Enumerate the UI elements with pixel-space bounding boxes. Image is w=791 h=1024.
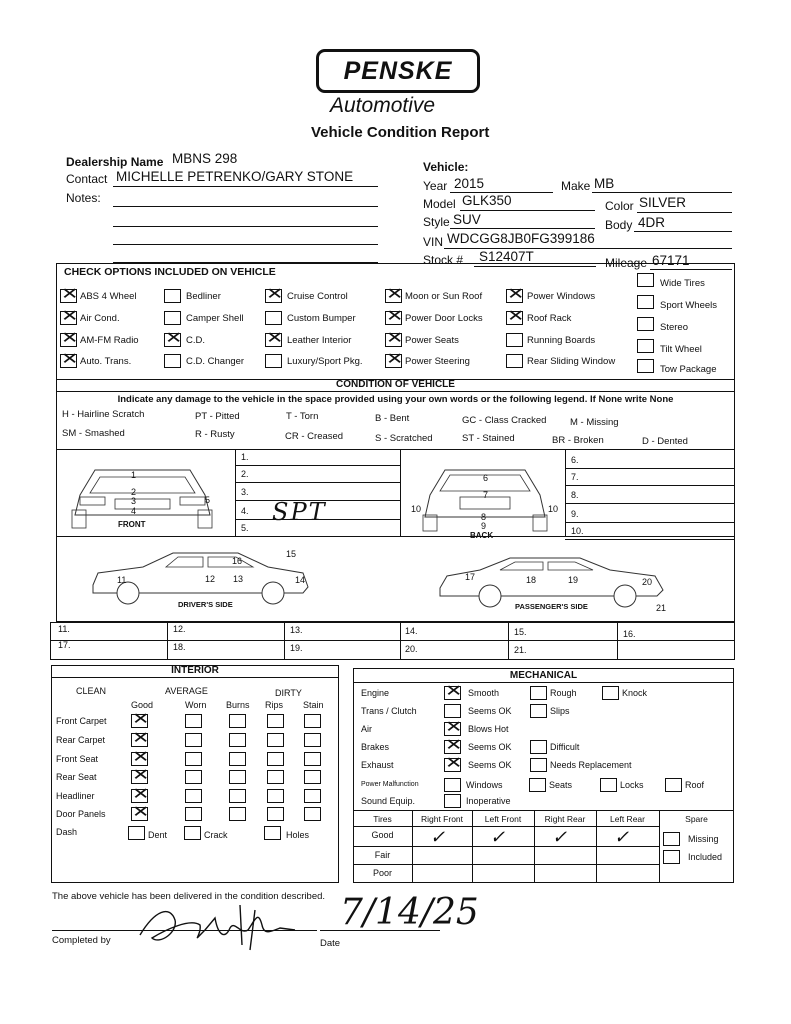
option-checkbox[interactable]: [637, 273, 654, 287]
interior-checkbox[interactable]: [229, 733, 246, 747]
front-num-1: 1: [131, 470, 137, 480]
vin-value[interactable]: WDCGG8JB0FG399186: [447, 231, 595, 246]
option-checkbox[interactable]: [265, 330, 284, 347]
option-label: Sport Wheels: [660, 300, 718, 311]
mechanical-checkbox[interactable]: [444, 778, 461, 792]
option-label: Wide Tires: [660, 278, 705, 289]
interior-checkbox[interactable]: [185, 807, 202, 821]
interior-checkbox[interactable]: [131, 804, 150, 821]
check-mark-icon: ✕: [131, 749, 150, 766]
option-checkbox[interactable]: [265, 311, 282, 325]
check-mark-icon: ✕: [131, 711, 150, 728]
body-value[interactable]: 4DR: [638, 215, 666, 230]
date-value[interactable]: 7/14/25: [340, 892, 479, 933]
interior-col-header: Worn: [185, 700, 207, 710]
back-num-6: 6: [483, 473, 489, 483]
front-num-2: 2: [131, 487, 137, 497]
option-checkbox[interactable]: [506, 354, 523, 368]
driver-num-15: 15: [286, 549, 297, 559]
grid-num: 11.: [58, 624, 70, 634]
check-mark-icon: ✕: [131, 786, 150, 803]
interior-checkbox[interactable]: [304, 714, 321, 728]
damage-line-num: 9.: [571, 509, 579, 519]
option-label: Custom Bumper: [287, 313, 356, 324]
option-label: Roof Rack: [527, 313, 572, 324]
check-mark-icon: ✕: [385, 351, 404, 368]
mechanical-option-label: Seems OK: [468, 742, 512, 752]
option-label: Power Seats: [405, 335, 459, 346]
mechanical-option-label: Difficult: [550, 742, 580, 752]
tire-good-mark[interactable]: ✓: [552, 827, 568, 848]
interior-checkbox[interactable]: [304, 733, 321, 747]
legend-item: T - Torn: [286, 411, 319, 422]
signature[interactable]: [130, 890, 330, 960]
interior-checkbox[interactable]: [185, 752, 202, 766]
check-mark-icon: ✕: [164, 330, 183, 347]
interior-row-label: Rear Carpet: [56, 735, 106, 745]
damage-line-num: 5.: [241, 523, 249, 533]
interior-checkbox[interactable]: [267, 714, 284, 728]
interior-group-dirty: DIRTY: [275, 688, 302, 698]
mechanical-checkbox[interactable]: [444, 794, 461, 808]
mechanical-checkbox[interactable]: [444, 755, 463, 772]
color-value[interactable]: SILVER: [639, 195, 687, 210]
option-label: Auto. Trans.: [80, 356, 132, 367]
check-mark-icon: ✕: [265, 330, 284, 347]
grid-num: 17.: [58, 640, 71, 650]
check-mark-icon: ✕: [60, 330, 79, 347]
option-label: Power Windows: [527, 291, 596, 302]
dash-option-label: Dent: [148, 830, 168, 840]
interior-row-label: Door Panels: [56, 809, 106, 819]
mechanical-checkbox[interactable]: [600, 778, 617, 792]
completed-by-label: Completed by: [52, 935, 111, 946]
driver-num-16: 16: [232, 556, 243, 566]
interior-checkbox[interactable]: [229, 789, 246, 803]
option-checkbox[interactable]: [164, 289, 181, 303]
spare-checkbox[interactable]: [663, 850, 680, 864]
interior-checkbox[interactable]: [267, 789, 284, 803]
brand-sub: Automotive: [330, 94, 436, 117]
grid-num: 12.: [173, 624, 186, 634]
option-label: Air Cond.: [80, 313, 120, 324]
grid-num: 19.: [290, 643, 303, 653]
spare-option-label: Included: [688, 852, 723, 862]
option-label: Leather Interior: [287, 335, 352, 346]
brand-name: PENSKE: [343, 56, 453, 85]
check-mark-icon: ✕: [444, 719, 463, 736]
option-checkbox[interactable]: [385, 286, 404, 303]
stock-value[interactable]: S12407T: [479, 249, 534, 264]
spare-checkbox[interactable]: [663, 832, 680, 846]
interior-col-header: Rips: [265, 700, 284, 710]
mechanical-checkbox[interactable]: [665, 778, 682, 792]
option-label: Stereo: [660, 322, 688, 333]
penske-logo: [316, 49, 480, 93]
options-heading: CHECK OPTIONS INCLUDED ON VEHICLE: [64, 266, 276, 278]
pass-num-21: 21: [656, 603, 667, 613]
interior-checkbox[interactable]: [304, 770, 321, 784]
option-label: AM-FM Radio: [80, 335, 139, 346]
condition-instruction: Indicate any damage to the vehicle in the space provided using your own words or the following legend. If None write None: [117, 394, 674, 405]
front-label: FRONT: [118, 520, 146, 529]
option-label: Rear Sliding Window: [527, 356, 616, 367]
style-label: Style: [423, 215, 450, 229]
driver-num-14: 14: [295, 575, 306, 585]
mechanical-option-label: Seems OK: [468, 760, 512, 770]
interior-group-clean: CLEAN: [76, 686, 107, 696]
dealer-name-value[interactable]: MBNS 298: [172, 151, 238, 166]
year-label: Year: [423, 179, 448, 193]
mechanical-row-label: Air: [361, 724, 372, 734]
mechanical-option-label: Smooth: [468, 688, 500, 698]
interior-checkbox[interactable]: [229, 770, 246, 784]
mechanical-option-label: Needs Replacement: [550, 760, 632, 770]
interior-col-header: Stain: [303, 700, 324, 710]
back-label: BACK: [470, 531, 494, 540]
legend-item: PT - Pitted: [195, 411, 240, 422]
legend-item: CR - Creased: [285, 431, 344, 442]
color-label: Color: [605, 199, 634, 213]
damage-line-num: 8.: [571, 490, 579, 500]
check-mark-icon: ✕: [131, 767, 150, 784]
driver-num-12: 12: [205, 574, 216, 584]
interior-checkbox[interactable]: [131, 711, 150, 728]
footer-statement: The above vehicle has been delivered in the condition described.: [52, 891, 326, 902]
check-mark-icon: ✕: [60, 351, 79, 368]
legend-item: D - Dented: [642, 436, 688, 447]
mechanical-checkbox[interactable]: [444, 683, 463, 700]
option-checkbox[interactable]: [637, 295, 654, 309]
interior-row-label: Headliner: [56, 791, 95, 801]
mechanical-option-label: Rough: [550, 688, 577, 698]
legend-item: GC - Class Cracked: [462, 415, 547, 426]
mechanical-checkbox[interactable]: [602, 686, 619, 700]
interior-heading: INTERIOR: [171, 665, 219, 676]
front-num-5: 5: [205, 495, 211, 505]
grid-num: 13.: [290, 625, 303, 635]
option-checkbox[interactable]: [164, 354, 181, 368]
mileage-label: Mileage: [605, 256, 648, 270]
damage-line-num: 2.: [241, 469, 249, 479]
option-checkbox[interactable]: [164, 330, 183, 347]
grid-num: 14.: [405, 626, 418, 636]
driver-num-11: 11: [117, 575, 127, 585]
damage-line-num: 3.: [241, 487, 249, 497]
interior-checkbox[interactable]: [267, 733, 284, 747]
dash-option-label: Holes: [286, 830, 310, 840]
option-label: Moon or Sun Roof: [405, 291, 483, 302]
mechanical-checkbox[interactable]: [530, 686, 547, 700]
option-checkbox[interactable]: [385, 330, 404, 347]
contact-value[interactable]: MICHELLE PETRENKO/GARY STONE: [116, 169, 354, 184]
interior-group-average: AVERAGE: [165, 686, 208, 696]
legend-item: ST - Stained: [462, 433, 515, 444]
report-title: Vehicle Condition Report: [311, 124, 490, 141]
mechanical-option-label: Roof: [685, 780, 705, 790]
option-checkbox[interactable]: [60, 308, 79, 325]
mechanical-row-label: Power Malfunction: [361, 781, 419, 788]
option-checkbox[interactable]: [506, 308, 525, 325]
mechanical-option-label: Locks: [620, 780, 644, 790]
interior-checkbox[interactable]: [229, 714, 246, 728]
interior-checkbox[interactable]: [229, 752, 246, 766]
mechanical-option-label: Slips: [550, 706, 570, 716]
pass-num-17: 17: [465, 572, 476, 582]
legend-item: BR - Broken: [552, 435, 604, 446]
mechanical-row-label: Exhaust: [361, 760, 394, 770]
option-label: Tow Package: [660, 364, 717, 375]
option-label: Tilt Wheel: [660, 344, 702, 355]
legend-item: B - Bent: [375, 413, 410, 424]
pass-num-18: 18: [526, 575, 537, 585]
driver-label: DRIVER'S SIDE: [178, 600, 233, 609]
legend-item: H - Hairline Scratch: [62, 409, 145, 420]
interior-col-header: Burns: [226, 700, 250, 710]
check-mark-icon: ✕: [506, 286, 525, 303]
damage-line-num: 7.: [571, 472, 579, 482]
mechanical-row-label: Brakes: [361, 742, 390, 752]
mechanical-option-label: Blows Hot: [468, 724, 509, 734]
option-label: Power Steering: [405, 356, 470, 367]
back-num-8: 8: [481, 512, 487, 522]
mechanical-row-label: Trans / Clutch: [361, 706, 417, 716]
mechanical-checkbox[interactable]: [529, 778, 546, 792]
pass-num-20: 20: [642, 577, 653, 587]
interior-checkbox[interactable]: [185, 789, 202, 803]
option-label: Running Boards: [527, 335, 596, 346]
option-label: C.D.: [186, 335, 205, 346]
option-checkbox[interactable]: [385, 351, 404, 368]
damage-line-num: 10.: [571, 526, 584, 536]
dash-checkbox[interactable]: [184, 826, 201, 840]
stock-label: Stock #: [423, 253, 464, 267]
tires-col-header: Left Rear: [610, 814, 645, 824]
tire-good-mark[interactable]: ✓: [430, 827, 446, 848]
interior-row-label: Front Seat: [56, 754, 99, 764]
option-checkbox[interactable]: [164, 311, 181, 325]
interior-checkbox[interactable]: [304, 789, 321, 803]
interior-row-label: Rear Seat: [56, 772, 97, 782]
mechanical-heading: MECHANICAL: [509, 670, 578, 681]
check-mark-icon: ✕: [444, 683, 463, 700]
option-label: ABS 4 Wheel: [80, 291, 137, 302]
legend-item: SM - Smashed: [62, 428, 125, 439]
vin-label: VIN: [423, 235, 444, 249]
damage-note-4[interactable]: SPT: [272, 498, 327, 526]
option-label: Luxury/Sport Pkg.: [287, 356, 363, 367]
damage-line-num: 1.: [241, 452, 249, 462]
option-checkbox[interactable]: [265, 286, 284, 303]
tires-col-header: Tires: [373, 814, 392, 824]
option-checkbox[interactable]: [60, 351, 79, 368]
option-checkbox[interactable]: [385, 308, 404, 325]
model-value[interactable]: GLK350: [462, 193, 512, 208]
mechanical-option-label: Windows: [466, 780, 503, 790]
interior-checkbox[interactable]: [229, 807, 246, 821]
mechanical-option-label: Inoperative: [466, 796, 511, 806]
back-num-10b: 10: [548, 504, 559, 514]
tires-col-header: Left Front: [484, 814, 522, 824]
check-mark-icon: ✕: [60, 286, 79, 303]
mechanical-option-label: Seats: [549, 780, 573, 790]
mechanical-row-label: Engine: [361, 688, 390, 698]
check-mark-icon: ✕: [131, 730, 150, 747]
option-label: C.D. Changer: [186, 356, 245, 367]
interior-checkbox[interactable]: [131, 749, 150, 766]
notes-label: Notes:: [66, 191, 101, 205]
mechanical-checkbox[interactable]: [444, 704, 461, 718]
check-mark-icon: ✕: [131, 804, 150, 821]
interior-checkbox[interactable]: [185, 733, 202, 747]
grid-num: 16.: [623, 629, 636, 639]
vehicle-heading: Vehicle:: [423, 160, 469, 174]
check-mark-icon: ✕: [60, 308, 79, 325]
mechanical-checkbox[interactable]: [444, 719, 463, 736]
mechanical-option-label: Knock: [622, 688, 648, 698]
interior-checkbox[interactable]: [131, 767, 150, 784]
option-checkbox[interactable]: [637, 317, 654, 331]
condition-heading: CONDITION OF VEHICLE: [336, 379, 455, 390]
passenger-label: PASSENGER'S SIDE: [515, 602, 588, 611]
check-mark-icon: ✕: [265, 286, 284, 303]
grid-num: 18.: [173, 642, 186, 652]
tires-row-label: Fair: [374, 850, 391, 860]
dealer-name-label: Dealership Name: [66, 155, 164, 169]
option-checkbox[interactable]: [506, 333, 523, 347]
damage-grid: [50, 622, 735, 660]
mechanical-row-label: Sound Equip.: [361, 796, 416, 806]
pass-num-19: 19: [568, 575, 579, 585]
check-mark-icon: ✕: [385, 286, 404, 303]
damage-line-num: 6.: [571, 455, 579, 465]
option-label: Cruise Control: [287, 291, 348, 302]
year-value[interactable]: 2015: [454, 176, 485, 191]
interior-checkbox[interactable]: [131, 786, 150, 803]
dash-option-label: Crack: [204, 830, 228, 840]
tires-col-header: Right Front: [420, 814, 464, 824]
contact-label: Contact: [66, 172, 108, 186]
tire-good-mark[interactable]: ✓: [614, 827, 630, 848]
front-num-4: 4: [131, 506, 137, 516]
interior-checkbox[interactable]: [267, 770, 284, 784]
model-label: Model: [423, 197, 456, 211]
damage-line-num: 4.: [241, 506, 249, 516]
check-mark-icon: ✕: [444, 737, 463, 754]
check-mark-icon: ✕: [385, 308, 404, 325]
mechanical-checkbox[interactable]: [530, 704, 547, 718]
front-num-3: 3: [131, 496, 137, 506]
tires-row-label: Good: [371, 830, 394, 840]
option-label: Power Door Locks: [405, 313, 483, 324]
tires-col-header: Spare: [685, 814, 708, 824]
interior-checkbox[interactable]: [131, 730, 150, 747]
grid-num: 21.: [514, 645, 527, 655]
style-value[interactable]: SUV: [453, 212, 481, 227]
date-label: Date: [320, 938, 341, 949]
tires-row-label: Poor: [372, 868, 392, 878]
back-num-7: 7: [483, 490, 489, 500]
make-label: Make: [561, 179, 591, 193]
legend-item: M - Missing: [570, 417, 619, 428]
interior-checkbox[interactable]: [185, 770, 202, 784]
interior-checkbox[interactable]: [267, 807, 284, 821]
interior-checkbox[interactable]: [304, 807, 321, 821]
mechanical-checkbox[interactable]: [444, 737, 463, 754]
mechanical-option-label: Seems OK: [468, 706, 512, 716]
dash-checkbox[interactable]: [128, 826, 145, 840]
option-label: Camper Shell: [186, 313, 244, 324]
grid-num: 20.: [405, 644, 418, 654]
make-value[interactable]: MB: [594, 176, 615, 191]
legend-item: R - Rusty: [195, 429, 235, 440]
interior-checkbox[interactable]: [185, 714, 202, 728]
grid-num: 15.: [514, 627, 527, 637]
interior-col-header: Good: [131, 700, 154, 710]
back-num-10a: 10: [411, 504, 422, 514]
option-label: Bedliner: [186, 291, 221, 302]
option-checkbox[interactable]: [60, 330, 79, 347]
mileage-value[interactable]: 67171: [652, 253, 690, 268]
tire-good-mark[interactable]: ✓: [490, 827, 506, 848]
mechanical-checkbox[interactable]: [530, 758, 547, 772]
option-checkbox[interactable]: [637, 339, 654, 353]
interior-checkbox[interactable]: [267, 752, 284, 766]
option-checkbox[interactable]: [60, 286, 79, 303]
interior-checkbox[interactable]: [304, 752, 321, 766]
back-num-9: 9: [481, 521, 487, 531]
driver-num-13: 13: [233, 574, 244, 584]
option-checkbox[interactable]: [265, 354, 282, 368]
option-checkbox[interactable]: [506, 286, 525, 303]
interior-row-label: Dash: [56, 827, 78, 837]
tires-col-header: Right Rear: [544, 814, 586, 824]
mechanical-checkbox[interactable]: [530, 740, 547, 754]
dash-checkbox[interactable]: [264, 826, 281, 840]
option-checkbox[interactable]: [637, 359, 654, 373]
interior-row-label: Front Carpet: [56, 716, 107, 726]
check-mark-icon: ✕: [444, 755, 463, 772]
check-mark-icon: ✕: [385, 330, 404, 347]
legend-item: S - Scratched: [375, 433, 433, 444]
spare-option-label: Missing: [688, 834, 719, 844]
body-label: Body: [605, 218, 633, 232]
check-mark-icon: ✕: [506, 308, 525, 325]
